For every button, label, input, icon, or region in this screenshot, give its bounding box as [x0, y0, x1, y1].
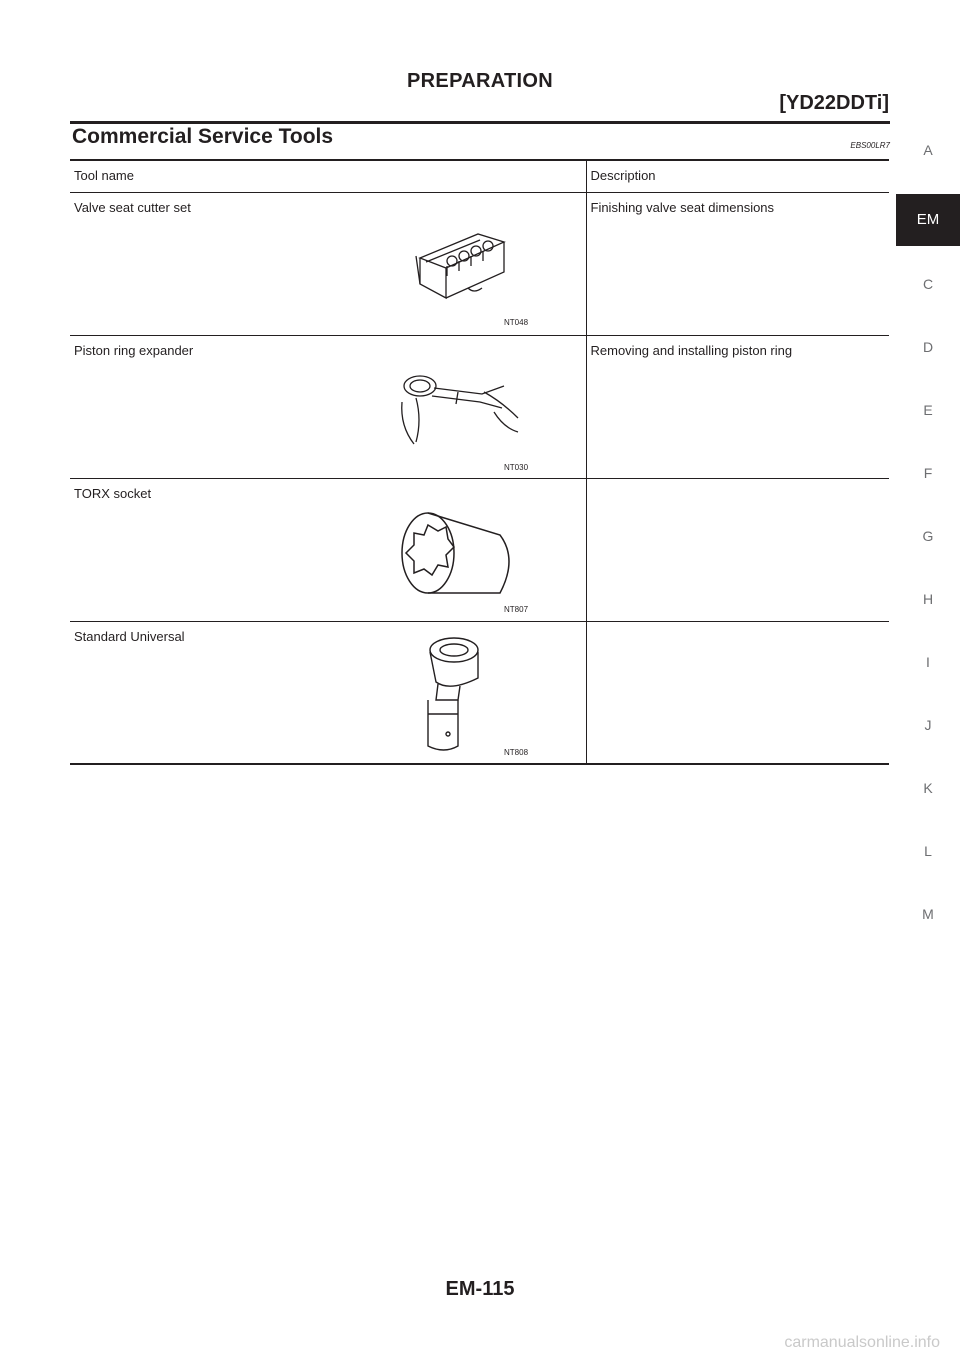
table-row [70, 478, 889, 621]
tab-c[interactable]: C [922, 276, 934, 292]
figure-code: NT807 [504, 604, 529, 614]
watermark: carmanualsonline.info [784, 1334, 940, 1351]
section-title: Commercial Service Tools [72, 125, 334, 148]
tool-description [586, 478, 889, 621]
engine-code: [YD22DDTi] [779, 92, 889, 114]
tool-name: Valve seat cutter set [74, 199, 191, 215]
tab-l[interactable]: L [924, 843, 932, 859]
torx-socket-icon [396, 509, 520, 601]
table-row [70, 621, 889, 764]
section-ref-code: EBS00LR7 [850, 141, 890, 150]
column-header-description: Description [586, 160, 889, 192]
tab-k[interactable]: K [923, 780, 933, 796]
tool-name-cell [70, 335, 586, 478]
tab-e[interactable]: E [923, 402, 933, 418]
tools-table [70, 159, 889, 765]
tab-em[interactable]: EM [896, 194, 960, 246]
tab-j[interactable]: J [924, 717, 932, 733]
column-header-tool-name: Tool name [70, 160, 586, 192]
tool-name-cell [70, 192, 586, 335]
tab-i[interactable]: I [926, 654, 930, 670]
figure-code: NT808 [504, 747, 529, 757]
tool-description [586, 621, 889, 764]
table-row [70, 192, 889, 335]
page-header-title: PREPARATION [407, 70, 553, 92]
page-number: EM-115 [445, 1278, 515, 1300]
table-row [70, 335, 889, 478]
header-rule [70, 121, 890, 124]
tool-name-cell [70, 621, 586, 764]
table-header-row [70, 160, 889, 192]
tool-name-cell [70, 478, 586, 621]
tool-description: Removing and installing piston ring [590, 342, 793, 358]
valve-seat-cutter-set-icon [408, 228, 508, 316]
tab-m[interactable]: M [922, 906, 934, 922]
tab-a[interactable]: A [923, 142, 933, 158]
figure-code: NT048 [504, 317, 529, 327]
tool-name: Piston ring expander [74, 342, 194, 358]
tool-name: TORX socket [74, 485, 152, 501]
tool-description: Finishing valve seat dimensions [590, 199, 775, 215]
universal-socket-icon [414, 634, 504, 756]
tab-f[interactable]: F [923, 465, 933, 481]
tool-name: Standard Universal [74, 628, 185, 644]
tab-d[interactable]: D [922, 339, 934, 355]
figure-code: NT030 [504, 462, 529, 472]
piston-ring-expander-icon [398, 368, 522, 452]
tab-g[interactable]: G [922, 528, 934, 544]
tab-h[interactable]: H [922, 591, 934, 607]
